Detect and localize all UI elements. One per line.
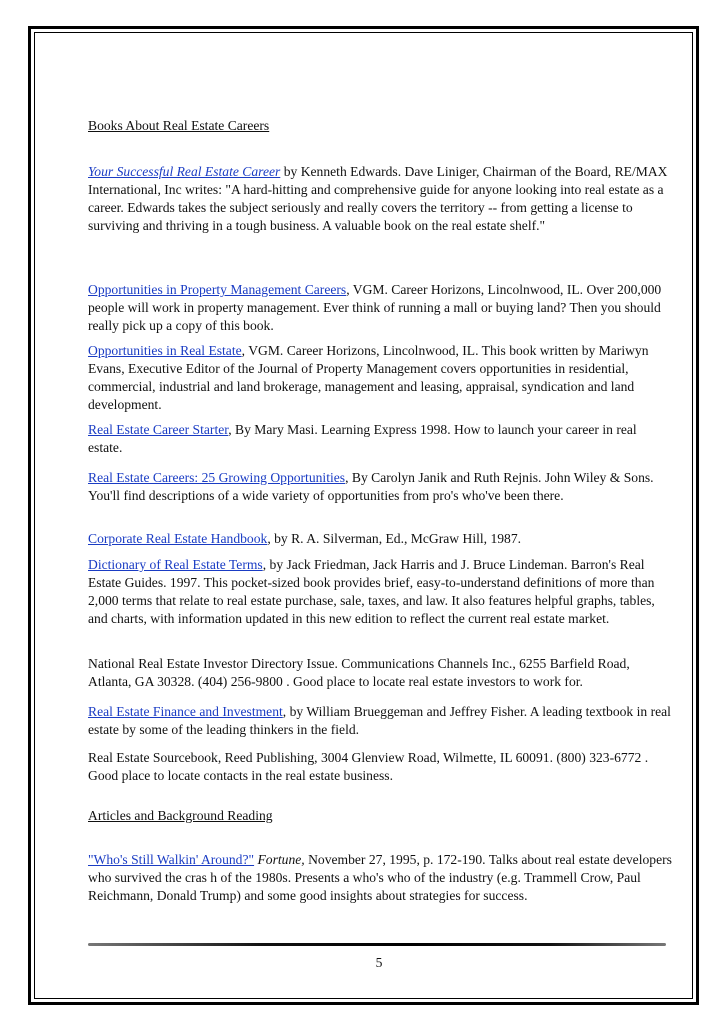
book-title-link[interactable]: Opportunities in Property Management Careers — [88, 282, 347, 297]
book-description: , by Jack Friedman, Jack Harris and J. Bruce Lindeman. Barron's Real Estate Guides. 1997. This pocket-sized book provides brief, easy-to-understand definitions of more than 2,000 terms that relate to real estate purchase, sale, taxes, and law. It also features helpful graphs, tables, and charts, with information updated in this new edition to reflect the current real estate market. — [88, 557, 655, 626]
book-entry — [88, 703, 673, 739]
article-entry — [88, 851, 673, 905]
book-description: , VGM. Career Horizons, Lincolnwood, IL. This book written by Mariwyn Evans, Executive Editor of the Journal of Property Management covers opportunities in residential, commercial, industrial and land brokerage, management and leasing, appraisal, syndication and land development. — [88, 343, 649, 412]
book-entry — [88, 342, 673, 414]
book-description: by Kenneth Edwards. Dave Liniger, Chairman of the Board, RE/MAX International, Inc writes: "A hard-hitting and comprehensive guide for anyone looking into real estate as a career. Edwards takes the subject seriously and really covers the territory -- from getting a license to surviving and thriving in a tough business. A valuable book on the real estate shelf." — [88, 164, 668, 233]
book-entry — [88, 281, 673, 335]
book-entry — [88, 421, 673, 457]
article-title-link[interactable]: "Who's Still Walkin' Around?" — [88, 852, 255, 867]
book-entry — [88, 749, 673, 785]
book-description: , VGM. Career Horizons, Lincolnwood, IL. Over 200,000 people will work in property management. Ever think of running a mall or buying land? Then you should really pick up a copy of this book. — [88, 282, 662, 333]
book-title-link[interactable]: Dictionary of Real Estate Terms — [88, 557, 263, 572]
books-heading: Books About Real Estate Careers — [88, 118, 270, 133]
book-entry — [88, 556, 673, 628]
article-description: November 27, 1995, p. 172-190. Talks about real estate developers who survived the cras h of the 1980s. Presents a who's who of the industry (e.g. Trammell Crow, Paul Reichmann, Donald Trump) and some good insights about strategies for success. — [88, 852, 672, 903]
book-entry — [88, 655, 673, 691]
book-description: Real Estate Sourcebook, Reed Publishing, 3004 Glenview Road, Wilmette, IL 60091. (800) 323-6772 . Good place to locate contacts in the real estate business. — [88, 750, 649, 783]
articles-heading: Articles and Background Reading — [88, 808, 273, 823]
book-title-link[interactable]: Real Estate Careers: 25 Growing Opportunities — [88, 470, 346, 485]
book-title-link[interactable]: Corporate Real Estate Handbook — [88, 531, 268, 546]
book-description: National Real Estate Investor Directory Issue. Communications Channels Inc., 6255 Barfield Road, Atlanta, GA 30328. (404) 256-9800 . Good place to locate real estate investors to work for. — [88, 656, 630, 689]
book-title-link[interactable]: Real Estate Career Starter — [88, 422, 229, 437]
book-title-link[interactable]: Opportunities in Real Estate — [88, 343, 242, 358]
book-description: , By Carolyn Janik and Ruth Rejnis. John Wiley & Sons. You'll find descriptions of a wide variety of opportunities from pro's who've been there. — [88, 470, 654, 503]
book-entry — [88, 163, 673, 235]
book-description: , by R. A. Silverman, Ed., McGraw Hill, 1987. — [267, 531, 522, 546]
book-title-link[interactable]: Your Successful Real Estate Career — [88, 164, 281, 179]
footer-divider — [88, 943, 666, 946]
page-number: 5 — [375, 955, 383, 970]
book-title-link[interactable]: Real Estate Finance and Investment — [88, 704, 283, 719]
book-description: , by William Brueggeman and Jeffrey Fisher. A leading textbook in real estate by some of the leading thinkers in the field. — [88, 704, 671, 737]
book-entry — [88, 530, 673, 548]
article-magazine: Fortune, — [257, 852, 305, 867]
book-entry — [88, 469, 673, 505]
book-description: , By Mary Masi. Learning Express 1998. How to launch your career in real estate. — [88, 422, 637, 455]
